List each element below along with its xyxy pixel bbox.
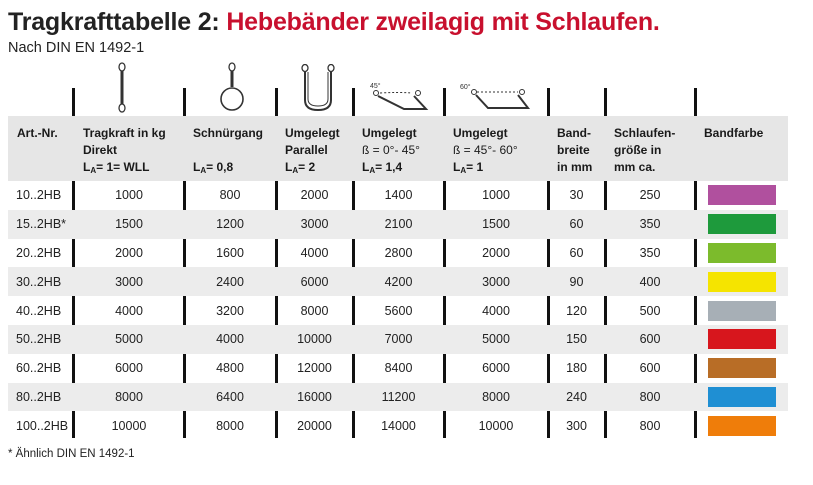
cell-u4560: 6000 xyxy=(482,361,510,376)
footnote: * Ähnlich DIN EN 1492-1 xyxy=(8,448,135,460)
cell-schlaufe: 600 xyxy=(639,361,661,376)
cell-schlaufe: 800 xyxy=(605,383,695,412)
color-swatch xyxy=(708,329,776,349)
basket-0-45-icon xyxy=(368,80,434,114)
cell-bandfarbe xyxy=(695,325,788,354)
subtitle: Nach DIN EN 1492-1 xyxy=(8,40,145,56)
cell-u045: 14000 xyxy=(381,418,416,433)
cell-direkt: 10000 xyxy=(111,418,147,433)
cell-u4560: 3000 xyxy=(444,267,548,296)
direct-lift-icon xyxy=(112,62,132,114)
header-tragkraft: Tragkraft in kg Direkt $L_A= 1=$ WLL xyxy=(74,116,184,181)
page-title xyxy=(8,8,660,37)
cell-direkt: 4000 xyxy=(115,303,143,318)
cell-u045: 7000 xyxy=(353,325,444,354)
cell-u045: 1400 xyxy=(384,188,413,203)
angle-label-60: 60° xyxy=(460,84,471,91)
table-row xyxy=(8,210,788,239)
cell-art: 40..2HB xyxy=(16,303,62,318)
cell-schnuer: 3200 xyxy=(216,303,244,318)
cell-breite: 90 xyxy=(548,267,605,296)
header-art: Art.-Nr. xyxy=(8,116,74,181)
cell-u045: 4200 xyxy=(353,267,444,296)
cell-u4560: 5000 xyxy=(444,325,548,354)
cell-schnuer: 4000 xyxy=(184,325,276,354)
cell-schlaufe: 350 xyxy=(605,210,695,239)
cell-breite: 240 xyxy=(548,383,605,412)
cell-bandfarbe xyxy=(695,411,788,440)
color-swatch xyxy=(708,301,776,321)
cell-bandfarbe xyxy=(695,239,788,268)
choke-hitch-icon xyxy=(215,62,249,116)
header-schlaufe: Schlaufen- größe in mm ca. xyxy=(605,116,695,181)
angle-label-45: 45° xyxy=(370,83,381,90)
cell-art: 20..2HB xyxy=(16,245,62,260)
table-row xyxy=(8,267,788,296)
cell-parallel: 16000 xyxy=(276,383,353,412)
cell-schnuer: 2400 xyxy=(184,267,276,296)
table-row xyxy=(8,383,788,412)
load-capacity-table xyxy=(8,116,788,440)
title-main: Hebebänder zweilagig mit Schlaufen. xyxy=(226,8,660,36)
cell-u4560: 2000 xyxy=(482,245,510,260)
cell-bandfarbe xyxy=(695,267,788,296)
cell-schlaufe: 400 xyxy=(605,267,695,296)
color-swatch xyxy=(708,416,776,436)
cell-breite: 30 xyxy=(569,188,584,203)
cell-u4560: 8000 xyxy=(444,383,548,412)
cell-direkt: 1000 xyxy=(115,188,143,203)
cell-parallel: 20000 xyxy=(297,418,332,433)
table-row xyxy=(8,239,788,268)
cell-art: 10..2HB xyxy=(16,188,62,203)
cell-u4560: 1500 xyxy=(444,210,548,239)
cell-u045: 2100 xyxy=(353,210,444,239)
header-schnuergang: Schnürgang $L_A= 0,8$ xyxy=(184,116,276,181)
cell-u4560: 1000 xyxy=(482,188,510,203)
cell-bandfarbe xyxy=(695,296,788,325)
color-swatch xyxy=(708,185,776,205)
cell-schlaufe: 600 xyxy=(605,325,695,354)
cell-schlaufe: 350 xyxy=(639,245,661,260)
cell-parallel: 6000 xyxy=(276,267,353,296)
cell-breite: 180 xyxy=(566,361,587,376)
color-swatch xyxy=(708,358,776,378)
cell-schlaufe: 500 xyxy=(639,303,661,318)
cell-u045: 2800 xyxy=(384,245,413,260)
cell-art: 100..2HB xyxy=(16,418,69,433)
color-swatch xyxy=(708,387,776,407)
header-bandfarbe: Bandfarbe xyxy=(695,116,788,181)
cell-bandfarbe xyxy=(695,181,788,210)
cell-breite: 150 xyxy=(548,325,605,354)
cell-bandfarbe xyxy=(695,383,788,412)
cell-art: 50..2HB xyxy=(8,325,74,354)
cell-schnuer: 8000 xyxy=(216,418,244,433)
header-parallel: Umgelegt Parallel $L_A= 2$ xyxy=(276,116,353,181)
cell-breite: 300 xyxy=(566,418,587,433)
cell-direkt: 6000 xyxy=(115,361,143,376)
cell-art: 80..2HB xyxy=(8,383,74,412)
table-row xyxy=(8,181,788,210)
cell-art: 60..2HB xyxy=(16,361,62,376)
cell-direkt: 8000 xyxy=(74,383,184,412)
cell-breite: 120 xyxy=(566,303,587,318)
color-swatch xyxy=(708,214,776,234)
table-header-row xyxy=(8,116,788,181)
basket-45-60-icon xyxy=(458,82,550,114)
icon-row xyxy=(0,60,813,116)
cell-bandfarbe xyxy=(695,210,788,239)
header-bandbreite: Band- breite in mm xyxy=(548,116,605,181)
cell-schlaufe: 250 xyxy=(639,188,661,203)
header-umgelegt-45-60: Umgelegt ß = 45°- 60° $L_A= 1$ xyxy=(444,116,548,181)
table-row xyxy=(8,325,788,354)
cell-parallel: 2000 xyxy=(300,188,329,203)
table-row xyxy=(8,411,788,440)
header-umgelegt-0-45: Umgelegt ß = 0°- 45° $L_A= 1,4$ xyxy=(353,116,444,181)
cell-art: 30..2HB xyxy=(8,267,74,296)
cell-parallel: 12000 xyxy=(297,361,332,376)
cell-breite: 60 xyxy=(569,245,584,260)
color-swatch xyxy=(708,243,776,263)
cell-parallel: 4000 xyxy=(300,245,329,260)
cell-direkt: 3000 xyxy=(74,267,184,296)
cell-parallel: 3000 xyxy=(276,210,353,239)
cell-u4560: 4000 xyxy=(482,303,510,318)
cell-art: 15..2HB* xyxy=(8,210,74,239)
cell-u045: 11200 xyxy=(353,383,444,412)
cell-schnuer: 6400 xyxy=(184,383,276,412)
cell-bandfarbe xyxy=(695,354,788,383)
title-prefix: Tragkrafttabelle 2: xyxy=(8,8,220,36)
cell-u045: 8400 xyxy=(384,361,413,376)
cell-breite: 60 xyxy=(548,210,605,239)
basket-parallel-icon xyxy=(297,64,339,114)
cell-schnuer: 1600 xyxy=(216,245,244,260)
table-row xyxy=(8,296,788,325)
cell-u045: 5600 xyxy=(384,303,413,318)
table-row xyxy=(8,354,788,383)
cell-schnuer: 1200 xyxy=(184,210,276,239)
cell-direkt: 1500 xyxy=(74,210,184,239)
cell-direkt: 2000 xyxy=(115,245,143,260)
cell-direkt: 5000 xyxy=(74,325,184,354)
table-body xyxy=(8,181,788,440)
cell-u4560: 10000 xyxy=(478,418,514,433)
cell-parallel: 8000 xyxy=(300,303,329,318)
cell-parallel: 10000 xyxy=(276,325,353,354)
cell-schnuer: 4800 xyxy=(216,361,244,376)
cell-schlaufe: 800 xyxy=(639,418,661,433)
cell-schnuer: 800 xyxy=(219,188,241,203)
color-swatch xyxy=(708,272,776,292)
